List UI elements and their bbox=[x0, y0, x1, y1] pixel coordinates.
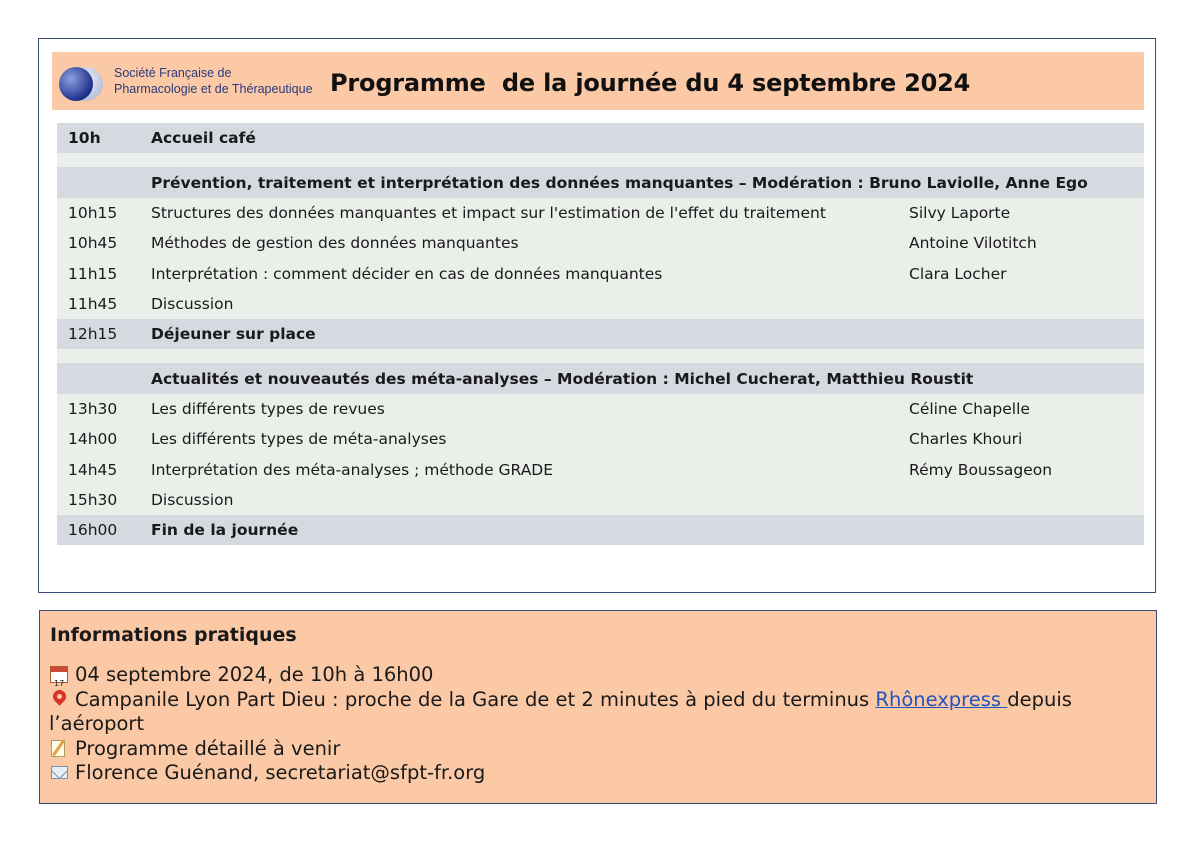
info-title: Informations pratiques bbox=[50, 624, 297, 646]
schedule-row bbox=[57, 258, 1144, 289]
row-time: 12h15 bbox=[68, 325, 118, 343]
schedule-row bbox=[57, 485, 1144, 515]
info-location-cont: l’aéroport bbox=[49, 712, 145, 735]
org-name-line2: Pharmacologie et de Thérapeutique bbox=[114, 82, 313, 96]
row-speaker: Céline Chapelle bbox=[909, 400, 1030, 418]
row-label: Structures des données manquantes et impact sur l'estimation de l'effet du traitement bbox=[151, 204, 826, 222]
location-text: Campanile Lyon Part Dieu : proche de la Gare de et 2 minutes à pied du terminus bbox=[75, 687, 876, 711]
pin-icon bbox=[49, 688, 75, 712]
info-lines bbox=[49, 663, 1129, 786]
schedule-row bbox=[57, 289, 1144, 319]
memo-icon bbox=[49, 737, 75, 761]
info-location bbox=[75, 688, 1129, 713]
schedule-row bbox=[57, 319, 1144, 349]
schedule-table bbox=[57, 123, 1144, 545]
row-speaker: Silvy Laporte bbox=[909, 204, 1011, 222]
row-label: Interprétation : comment décider en cas de données manquantes bbox=[151, 264, 663, 283]
info-contact-line bbox=[49, 761, 1129, 786]
info-location-line bbox=[49, 688, 1129, 713]
schedule-row bbox=[57, 394, 1144, 424]
header-band bbox=[52, 52, 1144, 110]
org-name-line1: Société Française de bbox=[114, 66, 232, 80]
row-label: Méthodes de gestion des données manquantes bbox=[151, 234, 519, 252]
row-speaker: Clara Locher bbox=[909, 264, 1007, 283]
session-title: Actualités et nouveautés des méta-analyses – Modération : Michel Cucherat, Matthieu Roustit bbox=[151, 369, 974, 388]
row-label: Fin de la journée bbox=[151, 521, 299, 539]
row-time: 11h45 bbox=[68, 295, 118, 313]
schedule-row bbox=[57, 198, 1144, 228]
info-program: Programme détaillé à venir bbox=[75, 736, 341, 760]
session-header-row bbox=[57, 167, 1144, 198]
rhonexpress-link[interactable]: Rhônexpress bbox=[875, 687, 1008, 711]
schedule-row bbox=[57, 454, 1144, 485]
row-label: Interprétation des méta-analyses ; méthode GRADE bbox=[151, 460, 554, 479]
row-time: 14h00 bbox=[68, 430, 118, 448]
row-time: 10h15 bbox=[68, 204, 118, 222]
schedule-row bbox=[57, 228, 1144, 258]
row-label: Déjeuner sur place bbox=[151, 325, 316, 343]
session-title: Prévention, traitement et interprétation des données manquantes – Modération : Bruno Laviolle, Anne Ego bbox=[151, 173, 1088, 192]
info-date-line bbox=[49, 663, 1129, 688]
row-speaker: Rémy Boussageon bbox=[909, 460, 1053, 479]
row-label: Accueil café bbox=[151, 129, 256, 147]
calendar-icon-num: 17 bbox=[54, 679, 65, 688]
row-label: Les différents types de revues bbox=[151, 400, 385, 418]
practical-info-box bbox=[39, 610, 1157, 804]
row-speaker: Antoine Vilotitch bbox=[909, 234, 1037, 252]
info-contact: Florence Guénand, secretariat@sfpt-fr.org bbox=[75, 761, 486, 784]
page-title: Programme de la journée du 4 septembre 2024 bbox=[330, 69, 971, 97]
row-spacer bbox=[57, 349, 1144, 363]
row-time: 15h30 bbox=[68, 491, 118, 509]
row-label: Discussion bbox=[151, 491, 234, 509]
row-speaker: Charles Khouri bbox=[909, 430, 1023, 448]
info-program-line bbox=[49, 737, 1129, 762]
location-text-after: depuis bbox=[1007, 687, 1072, 711]
sfpt-logo-icon bbox=[56, 64, 116, 104]
row-time: 16h00 bbox=[68, 521, 118, 539]
info-date: 04 septembre 2024, de 10h à 16h00 bbox=[75, 663, 434, 686]
schedule-row bbox=[57, 515, 1144, 545]
row-time: 11h15 bbox=[68, 264, 118, 283]
row-time: 14h45 bbox=[68, 460, 118, 479]
row-time: 13h30 bbox=[68, 400, 118, 418]
row-time: 10h bbox=[68, 129, 101, 147]
row-label: Les différents types de méta-analyses bbox=[151, 430, 447, 448]
calendar-icon bbox=[49, 663, 75, 687]
session-header-row bbox=[57, 363, 1144, 394]
row-spacer bbox=[57, 153, 1144, 167]
row-label: Discussion bbox=[151, 295, 234, 313]
envelope-icon bbox=[49, 761, 75, 785]
schedule-row bbox=[57, 424, 1144, 454]
row-time: 10h45 bbox=[68, 234, 118, 252]
org-name bbox=[114, 65, 313, 97]
schedule-row bbox=[57, 123, 1144, 153]
